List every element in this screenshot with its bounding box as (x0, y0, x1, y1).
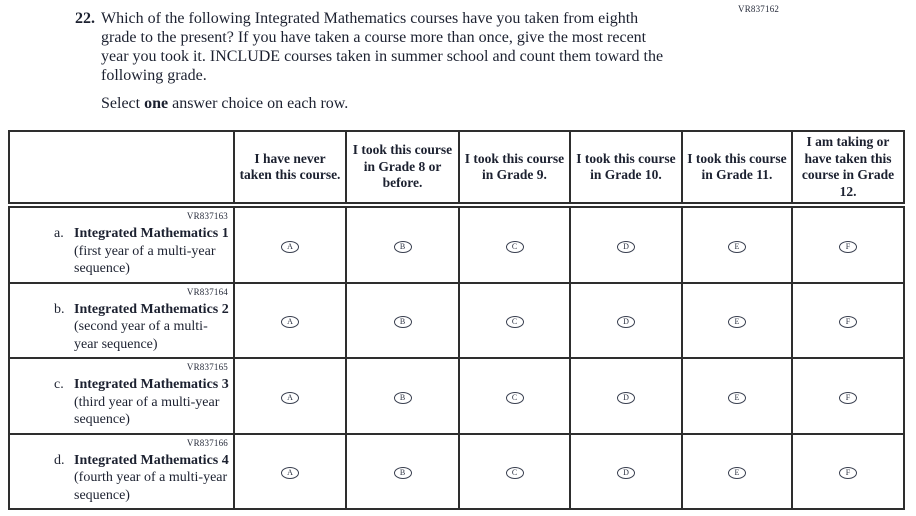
answer-cell (792, 434, 904, 510)
answer-cell (570, 358, 682, 434)
option-bubble-d[interactable]: D (617, 241, 635, 253)
column-header-grade-8: I took this course in Grade 8 or before. (346, 131, 459, 205)
answer-cell (234, 283, 346, 359)
course-description: (second year of a multi-year sequence) (74, 319, 208, 352)
answer-cell (682, 434, 792, 510)
question-text-line: Which of the following Integrated Mathematics courses have you taken from eighth (101, 10, 639, 27)
option-bubble-e[interactable]: E (728, 392, 746, 404)
option-bubble-e[interactable]: E (728, 467, 746, 479)
question-text-line: grade to the present? If you have taken a course more than once, give the most recent (101, 29, 647, 46)
course-label-cell (9, 358, 234, 434)
column-header-never-taken: I have never taken this course. (234, 131, 346, 205)
row-letter: d. (54, 452, 65, 468)
course-name: Integrated Mathematics 2 (74, 301, 229, 317)
answer-cell (346, 358, 459, 434)
option-bubble-a[interactable]: A (281, 241, 299, 253)
option-bubble-c[interactable]: C (506, 241, 524, 253)
answer-cell (346, 205, 459, 283)
option-bubble-c[interactable]: C (506, 467, 524, 479)
course-description: (fourth year of a multi-year sequence) (74, 470, 228, 503)
answer-cell (346, 283, 459, 359)
column-header-grade-9: I took this course in Grade 9. (459, 131, 570, 205)
option-bubble-b[interactable]: B (394, 316, 412, 328)
question-text-line: year you took it. INCLUDE courses taken in summer school and count them toward the (101, 48, 664, 65)
answer-grid-table (8, 130, 905, 510)
option-bubble-d[interactable]: D (617, 316, 635, 328)
option-bubble-f[interactable]: F (839, 241, 857, 253)
table-row-integrated-math-3 (9, 358, 904, 434)
table-row-integrated-math-2 (9, 283, 904, 359)
row-vr-code: VR837166 (186, 437, 228, 448)
course-name: Integrated Mathematics 4 (74, 452, 229, 468)
column-header-grade-12: I am taking or have taken this course in Grade 12. (792, 131, 904, 205)
row-vr-code: VR837163 (186, 211, 228, 221)
answer-cell (792, 205, 904, 283)
row-letter: b. (54, 301, 65, 317)
option-bubble-a[interactable]: A (281, 316, 299, 328)
option-bubble-c[interactable]: C (506, 392, 524, 404)
answer-cell (570, 283, 682, 359)
course-name: Integrated Mathematics 1 (74, 226, 229, 241)
answer-cell (234, 205, 346, 283)
table-row-integrated-math-1 (9, 205, 904, 283)
option-bubble-b[interactable]: B (394, 467, 412, 479)
answer-cell (459, 283, 570, 359)
option-bubble-c[interactable]: C (506, 316, 524, 328)
answer-cell (459, 434, 570, 510)
option-bubble-f[interactable]: F (839, 392, 857, 404)
option-bubble-f[interactable]: F (839, 316, 857, 328)
answer-cell (570, 205, 682, 283)
column-header-grade-11: I took this course in Grade 11. (682, 131, 792, 205)
option-bubble-f[interactable]: F (839, 467, 857, 479)
question-block (75, 9, 663, 113)
answer-cell (234, 358, 346, 434)
question-text-line: following grade. (101, 67, 207, 84)
course-label-cell (9, 283, 234, 359)
option-bubble-e[interactable]: E (728, 316, 746, 328)
question-vr-code: VR837162 (738, 4, 780, 14)
corner-header-cell (9, 131, 234, 205)
answer-cell (346, 434, 459, 510)
row-letter: c. (54, 377, 64, 392)
answer-cell (792, 358, 904, 434)
answer-cell (682, 283, 792, 359)
row-vr-code: VR837165 (186, 362, 228, 372)
answer-cell (459, 205, 570, 283)
option-bubble-b[interactable]: B (394, 241, 412, 253)
course-description: (third year of a multi-year sequence) (74, 394, 220, 427)
answer-cell (792, 283, 904, 359)
table-row-integrated-math-4 (9, 434, 904, 510)
row-letter: a. (54, 226, 64, 241)
option-bubble-a[interactable]: A (281, 392, 299, 404)
answer-cell (682, 358, 792, 434)
course-label-cell (9, 434, 234, 510)
answer-cell (234, 434, 346, 510)
header-row (9, 131, 904, 205)
option-bubble-d[interactable]: D (617, 392, 635, 404)
column-header-grade-10: I took this course in Grade 10. (570, 131, 682, 205)
row-vr-code: VR837164 (186, 286, 228, 297)
option-bubble-b[interactable]: B (394, 392, 412, 404)
course-name: Integrated Mathematics 3 (74, 377, 229, 392)
answer-cell (570, 434, 682, 510)
course-label-cell (9, 205, 234, 283)
question-number: 22. (75, 10, 95, 27)
instruction-text: Select one answer choice on each row. (101, 95, 349, 112)
course-description: (first year of a multi-year sequence) (74, 243, 216, 276)
option-bubble-a[interactable]: A (281, 467, 299, 479)
answer-cell (682, 205, 792, 283)
answer-cell (459, 358, 570, 434)
option-bubble-e[interactable]: E (728, 241, 746, 253)
question-text (101, 9, 663, 85)
option-bubble-d[interactable]: D (617, 467, 635, 479)
